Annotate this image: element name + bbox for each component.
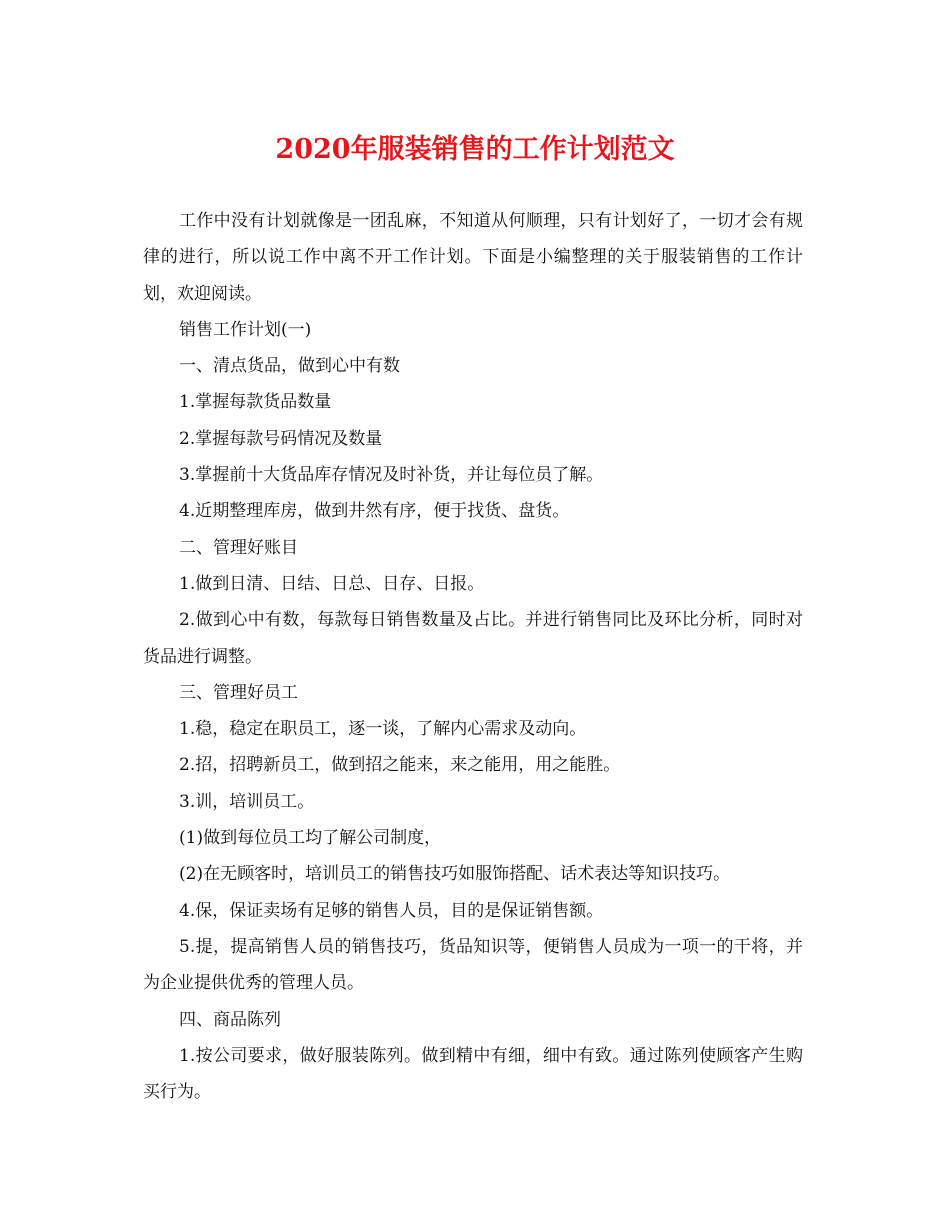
paragraph-item: 1.按公司要求，做好服装陈列。做到精中有细，细中有致。通过陈列使顾客产生购买行为。: [143, 1045, 803, 1103]
paragraph-item: 3.掌握前十大货品库存情况及时补货，并让每位员了解。: [179, 465, 604, 486]
paragraph-item: 3.训，培训员工。: [179, 791, 315, 812]
paragraph-item: 1.掌握每款货品数量: [179, 392, 332, 413]
paragraph-subitem: (1)做到每位员工均了解公司制度，: [179, 828, 442, 849]
paragraph-heading-1: 一、清点货品，做到心中有数: [179, 356, 400, 377]
paragraph-item: 2.掌握每款号码情况及数量: [179, 428, 383, 449]
paragraph-subitem: (2)在无顾客时，培训员工的销售技巧如服饰搭配、话术表达等知识技巧。: [179, 864, 731, 885]
paragraph-heading-2: 二、管理好账目: [179, 537, 298, 558]
paragraph-heading-3: 三、管理好员工: [179, 682, 298, 703]
paragraph-item: 1.稳，稳定在职员工，逐一谈，了解内心需求及动向。: [179, 719, 587, 740]
paragraph-item: 4.保，保证卖场有足够的销售人员，目的是保证销售额。: [179, 900, 604, 921]
document-body: [143, 203, 803, 1110]
paragraph-section-heading: 销售工作计划(一): [179, 319, 312, 340]
paragraph-item: 4.近期整理库房，做到井然有序，便于找货、盘货。: [179, 501, 570, 522]
paragraph-intro: 工作中没有计划就像是一团乱麻，不知道从何顺理，只有计划好了，一切才会有规律的进行，所以说工作中离不开工作计划。下面是小编整理的关于服装销售的工作计划，欢迎阅读。: [143, 211, 803, 304]
paragraph-heading-4: 四、商品陈列: [179, 1009, 281, 1030]
paragraph-item: 2.招，招聘新员工，做到招之能来，来之能用，用之能胜。: [179, 755, 621, 776]
document-title: 2020年服装销售的工作计划范文: [275, 134, 675, 165]
paragraph-item: 2.做到心中有数，每款每日销售数量及占比。并进行销售同比及环比分析，同时对货品进行调整。: [143, 610, 803, 667]
paragraph-item: 5.提，提高销售人员的销售技巧，货品知识等，便销售人员成为一项一的干将，并为企业提供优秀的管理人员。: [143, 936, 803, 994]
paragraph-item: 1.做到日清、日结、日总、日存、日报。: [179, 573, 485, 594]
